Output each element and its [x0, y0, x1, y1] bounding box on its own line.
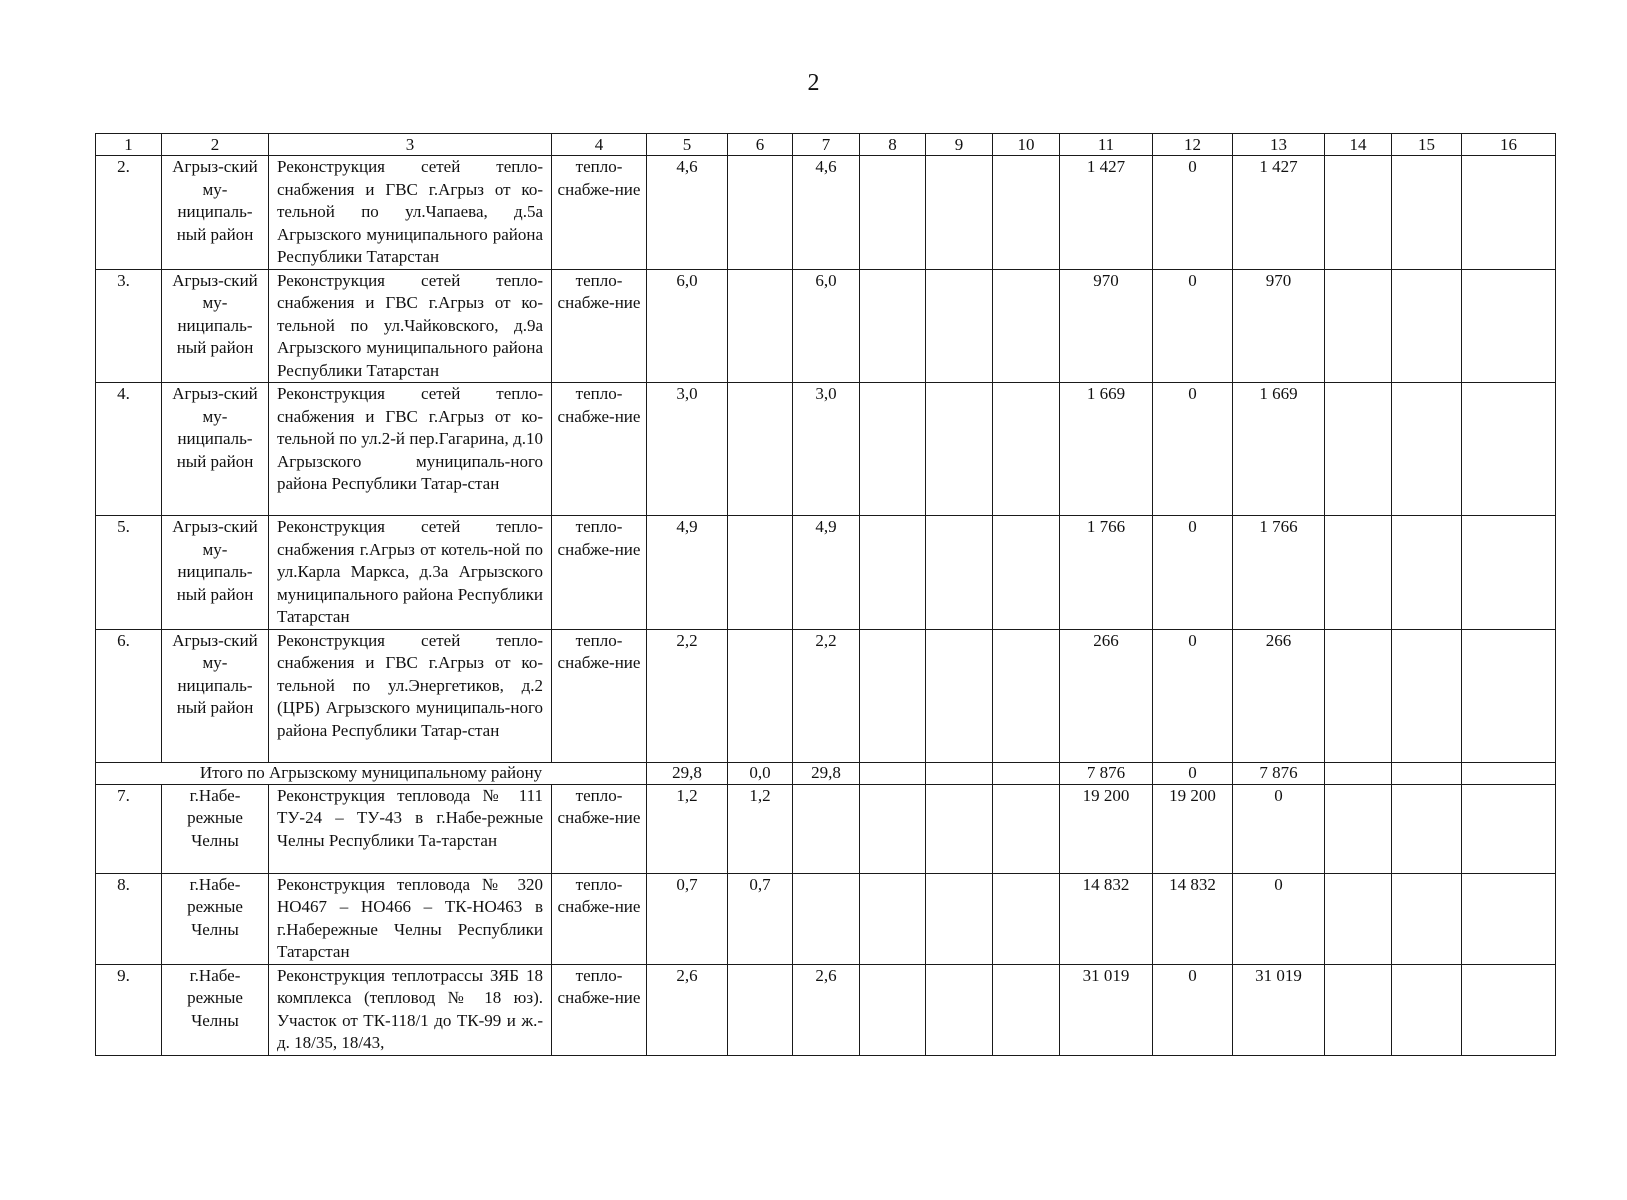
project-description-cell: Реконструкция сетей тепло-снабжения и ГВС г.Агрыз от ко-тельной по ул.Чайковского, д.9а Агрызского муниципального района Республики Татарстан	[269, 269, 552, 383]
municipality-cell: Агрыз-ский му-ниципаль-ный район	[162, 269, 269, 383]
value-cell-col-16	[1462, 762, 1556, 784]
category-cell: тепло-снабже-ние	[552, 784, 647, 873]
value-cell-col-9	[926, 873, 993, 964]
value-cell-col-10	[993, 156, 1060, 270]
value-cell-col-7: 2,2	[793, 629, 860, 762]
value-cell-col-6	[728, 516, 793, 630]
row-number: 3.	[96, 269, 162, 383]
value-cell-col-16	[1462, 516, 1556, 630]
value-cell-col-8	[860, 873, 926, 964]
value-cell-col-14	[1325, 784, 1392, 873]
total-row	[96, 762, 1556, 784]
table-row	[96, 629, 1556, 762]
value-cell-col-11: 1 669	[1060, 383, 1153, 516]
row-number: 7.	[96, 784, 162, 873]
value-cell-col-7: 4,9	[793, 516, 860, 630]
value-cell-col-7: 29,8	[793, 762, 860, 784]
column-number-10: 10	[993, 134, 1060, 156]
value-cell-col-7: 6,0	[793, 269, 860, 383]
header-row	[96, 134, 1556, 156]
value-cell-col-5: 6,0	[647, 269, 728, 383]
category-cell: тепло-снабже-ние	[552, 156, 647, 270]
column-number-1: 1	[96, 134, 162, 156]
municipality-cell: Агрыз-ский му-ниципаль-ный район	[162, 516, 269, 630]
value-cell-col-12: 0	[1153, 516, 1233, 630]
column-number-15: 15	[1392, 134, 1462, 156]
column-number-7: 7	[793, 134, 860, 156]
value-cell-col-13: 7 876	[1233, 762, 1325, 784]
category-cell: тепло-снабже-ние	[552, 269, 647, 383]
value-cell-col-15	[1392, 269, 1462, 383]
value-cell-col-14	[1325, 964, 1392, 1055]
value-cell-col-15	[1392, 784, 1462, 873]
value-cell-col-10	[993, 964, 1060, 1055]
project-description-cell: Реконструкция тепловода № 111 ТУ-24 – ТУ-43 в г.Набе-режные Челны Республики Та-тарстан	[269, 784, 552, 873]
value-cell-col-16	[1462, 269, 1556, 383]
value-cell-col-11: 7 876	[1060, 762, 1153, 784]
value-cell-col-16	[1462, 873, 1556, 964]
value-cell-col-10	[993, 784, 1060, 873]
column-number-13: 13	[1233, 134, 1325, 156]
value-cell-col-8	[860, 784, 926, 873]
column-number-14: 14	[1325, 134, 1392, 156]
column-number-6: 6	[728, 134, 793, 156]
value-cell-col-12: 14 832	[1153, 873, 1233, 964]
column-number-3: 3	[269, 134, 552, 156]
value-cell-col-12: 0	[1153, 762, 1233, 784]
value-cell-col-16	[1462, 964, 1556, 1055]
value-cell-col-5: 3,0	[647, 383, 728, 516]
project-description-cell: Реконструкция сетей тепло-снабжения и ГВС г.Агрыз от ко-тельной по ул.2-й пер.Гагарина, д.10 Агрызского муниципаль-ного района Республики Татар-стан	[269, 383, 552, 516]
value-cell-col-9	[926, 964, 993, 1055]
value-cell-col-13: 0	[1233, 873, 1325, 964]
row-number: 6.	[96, 629, 162, 762]
value-cell-col-12: 0	[1153, 383, 1233, 516]
table-row	[96, 269, 1556, 383]
category-cell: тепло-снабже-ние	[552, 873, 647, 964]
value-cell-col-13: 266	[1233, 629, 1325, 762]
column-number-5: 5	[647, 134, 728, 156]
value-cell-col-6: 0,0	[728, 762, 793, 784]
value-cell-col-8	[860, 383, 926, 516]
row-number: 8.	[96, 873, 162, 964]
value-cell-col-16	[1462, 156, 1556, 270]
category-cell: тепло-снабже-ние	[552, 383, 647, 516]
value-cell-col-15	[1392, 964, 1462, 1055]
value-cell-col-8	[860, 516, 926, 630]
value-cell-col-9	[926, 629, 993, 762]
value-cell-col-16	[1462, 784, 1556, 873]
value-cell-col-5: 2,6	[647, 964, 728, 1055]
value-cell-col-8	[860, 964, 926, 1055]
value-cell-col-6: 0,7	[728, 873, 793, 964]
municipality-cell: г.Набе-режные Челны	[162, 964, 269, 1055]
column-number-2: 2	[162, 134, 269, 156]
value-cell-col-7	[793, 873, 860, 964]
column-number-4: 4	[552, 134, 647, 156]
value-cell-col-13: 1 669	[1233, 383, 1325, 516]
row-number: 2.	[96, 156, 162, 270]
municipality-cell: г.Набе-режные Челны	[162, 873, 269, 964]
value-cell-col-10	[993, 873, 1060, 964]
value-cell-col-14	[1325, 762, 1392, 784]
column-number-12: 12	[1153, 134, 1233, 156]
project-description-cell: Реконструкция тепловода № 320 НО467 – НО466 – ТК-НО463 в г.Набережные Челны Республики Татарстан	[269, 873, 552, 964]
value-cell-col-11: 1 766	[1060, 516, 1153, 630]
value-cell-col-5: 29,8	[647, 762, 728, 784]
value-cell-col-15	[1392, 873, 1462, 964]
value-cell-col-14	[1325, 516, 1392, 630]
value-cell-col-11: 14 832	[1060, 873, 1153, 964]
value-cell-col-8	[860, 629, 926, 762]
category-cell: тепло-снабже-ние	[552, 964, 647, 1055]
value-cell-col-14	[1325, 383, 1392, 516]
table-row	[96, 784, 1556, 873]
value-cell-col-5: 1,2	[647, 784, 728, 873]
value-cell-col-6: 1,2	[728, 784, 793, 873]
value-cell-col-9	[926, 784, 993, 873]
value-cell-col-8	[860, 762, 926, 784]
value-cell-col-11: 1 427	[1060, 156, 1153, 270]
project-description-cell: Реконструкция теплотрассы ЗЯБ 18 комплекса (тепловод № 18 юз). Участок от ТК-118/1 до ТК-99 и ж.-д. 18/35, 18/43,	[269, 964, 552, 1055]
page-number: 2	[807, 70, 820, 96]
value-cell-col-14	[1325, 269, 1392, 383]
value-cell-col-11: 31 019	[1060, 964, 1153, 1055]
category-cell: тепло-снабже-ние	[552, 629, 647, 762]
value-cell-col-13: 1 427	[1233, 156, 1325, 270]
value-cell-col-11: 19 200	[1060, 784, 1153, 873]
category-cell: тепло-снабже-ние	[552, 516, 647, 630]
value-cell-col-11: 970	[1060, 269, 1153, 383]
value-cell-col-12: 0	[1153, 269, 1233, 383]
table-row	[96, 964, 1556, 1055]
value-cell-col-16	[1462, 383, 1556, 516]
column-number-11: 11	[1060, 134, 1153, 156]
table-row	[96, 383, 1556, 516]
value-cell-col-9	[926, 156, 993, 270]
column-number-8: 8	[860, 134, 926, 156]
value-cell-col-14	[1325, 873, 1392, 964]
value-cell-col-8	[860, 269, 926, 383]
value-cell-col-9	[926, 516, 993, 630]
column-number-9: 9	[926, 134, 993, 156]
value-cell-col-7: 4,6	[793, 156, 860, 270]
value-cell-col-14	[1325, 156, 1392, 270]
value-cell-col-10	[993, 383, 1060, 516]
project-description-cell: Реконструкция сетей тепло-снабжения и ГВС г.Агрыз от ко-тельной по ул.Энергетиков, д.2 (ЦРБ) Агрызского муниципаль-ного района Республики Татар-стан	[269, 629, 552, 762]
project-description-cell: Реконструкция сетей тепло-снабжения и ГВС г.Агрыз от ко-тельной по ул.Чапаева, д.5а Агрызского муниципального района Республики Татарстан	[269, 156, 552, 270]
value-cell-col-12: 0	[1153, 964, 1233, 1055]
investment-table	[95, 133, 1556, 1056]
value-cell-col-12: 0	[1153, 156, 1233, 270]
row-number: 5.	[96, 516, 162, 630]
value-cell-col-5: 4,9	[647, 516, 728, 630]
value-cell-col-5: 0,7	[647, 873, 728, 964]
value-cell-col-8	[860, 156, 926, 270]
value-cell-col-15	[1392, 156, 1462, 270]
table-body	[96, 156, 1556, 1056]
value-cell-col-7: 3,0	[793, 383, 860, 516]
value-cell-col-12: 0	[1153, 629, 1233, 762]
value-cell-col-5: 2,2	[647, 629, 728, 762]
value-cell-col-9	[926, 269, 993, 383]
value-cell-col-16	[1462, 629, 1556, 762]
municipality-cell: Агрыз-ский му-ниципаль-ный район	[162, 629, 269, 762]
table-row	[96, 516, 1556, 630]
value-cell-col-6	[728, 269, 793, 383]
value-cell-col-14	[1325, 629, 1392, 762]
row-number: 9.	[96, 964, 162, 1055]
value-cell-col-10	[993, 762, 1060, 784]
value-cell-col-7: 2,6	[793, 964, 860, 1055]
project-description-cell: Реконструкция сетей тепло-снабжения г.Агрыз от котель-ной по ул.Карла Маркса, д.3а Агрызского муниципального района Республики Татарстан	[269, 516, 552, 630]
municipality-cell: Агрыз-ский му-ниципаль-ный район	[162, 383, 269, 516]
value-cell-col-6	[728, 156, 793, 270]
row-number: 4.	[96, 383, 162, 516]
value-cell-col-9	[926, 762, 993, 784]
total-label: Итого по Агрызскому муниципальному району	[96, 762, 647, 784]
table-row	[96, 873, 1556, 964]
value-cell-col-5: 4,6	[647, 156, 728, 270]
municipality-cell: г.Набе-режные Челны	[162, 784, 269, 873]
value-cell-col-9	[926, 383, 993, 516]
value-cell-col-13: 1 766	[1233, 516, 1325, 630]
value-cell-col-13: 31 019	[1233, 964, 1325, 1055]
table-row	[96, 156, 1556, 270]
column-number-16: 16	[1462, 134, 1556, 156]
value-cell-col-15	[1392, 516, 1462, 630]
value-cell-col-6	[728, 964, 793, 1055]
value-cell-col-12: 19 200	[1153, 784, 1233, 873]
value-cell-col-10	[993, 516, 1060, 630]
value-cell-col-6	[728, 629, 793, 762]
value-cell-col-10	[993, 629, 1060, 762]
value-cell-col-15	[1392, 629, 1462, 762]
value-cell-col-15	[1392, 762, 1462, 784]
value-cell-col-6	[728, 383, 793, 516]
value-cell-col-10	[993, 269, 1060, 383]
municipality-cell: Агрыз-ский му-ниципаль-ный район	[162, 156, 269, 270]
value-cell-col-13: 0	[1233, 784, 1325, 873]
value-cell-col-11: 266	[1060, 629, 1153, 762]
value-cell-col-13: 970	[1233, 269, 1325, 383]
value-cell-col-15	[1392, 383, 1462, 516]
value-cell-col-7	[793, 784, 860, 873]
